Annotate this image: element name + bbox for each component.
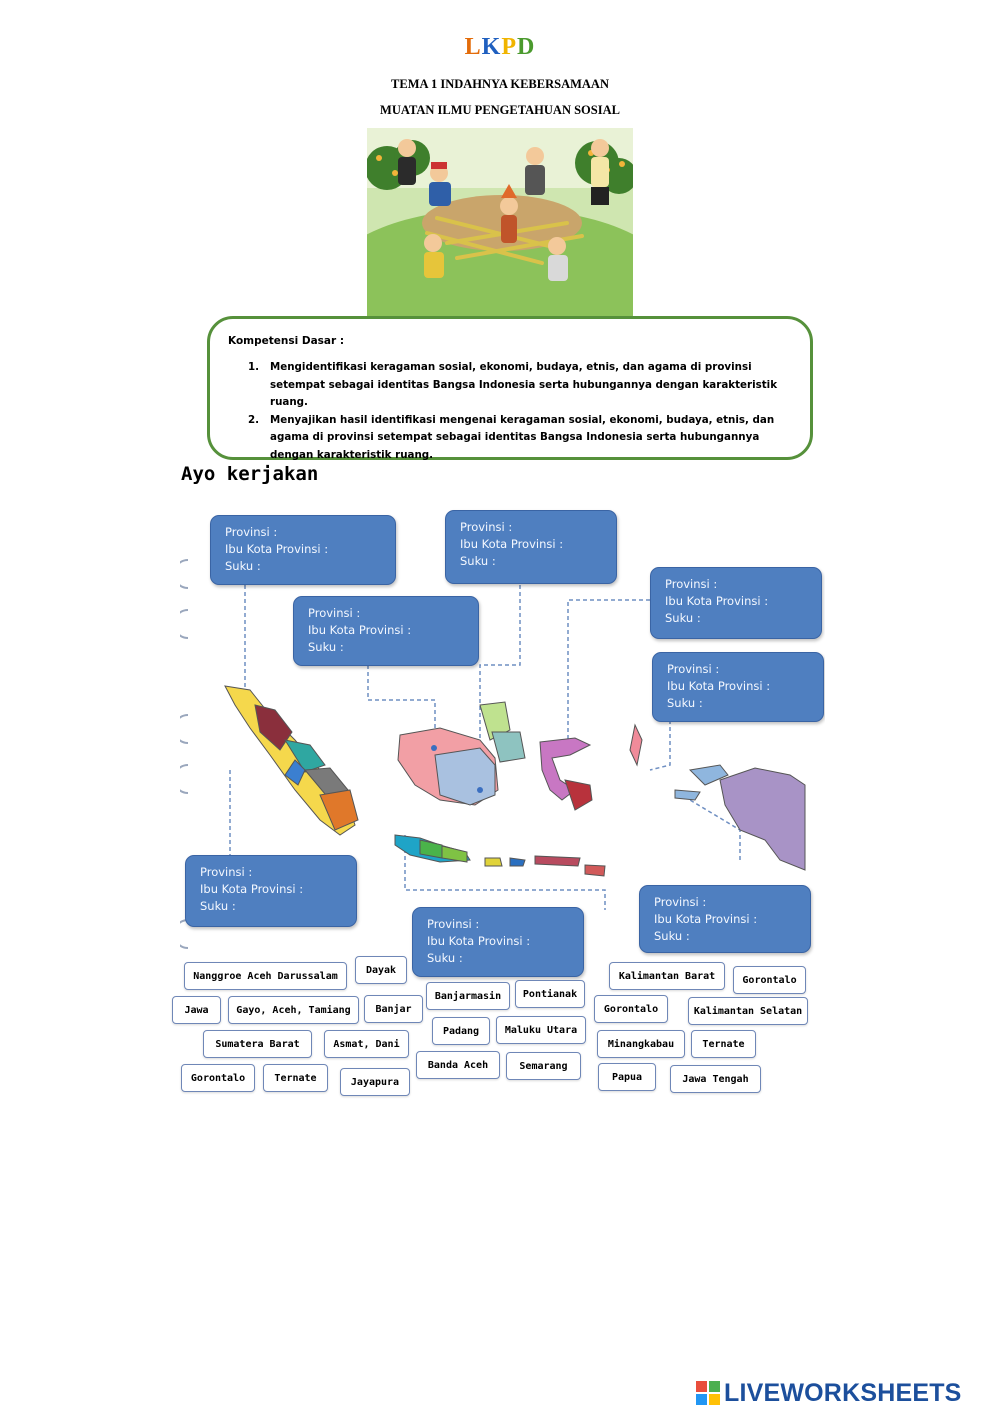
answer-chip[interactable]: Nanggroe Aceh Darussalam: [184, 962, 347, 990]
liveworksheets-logo: [696, 1379, 962, 1407]
competency-item-text: Menyajikan hasil identifikasi mengenai keragaman sosial, ekonomi, budaya, etnis, dan agama di provinsi setempat sebagai identitas Bangsa Indonesia serta hubungannya dengan karakteristik ruang.: [270, 413, 775, 461]
info-box-papua: [639, 885, 811, 953]
answer-chip[interactable]: Kalimantan Barat: [609, 962, 725, 990]
title-letter-l: L: [464, 34, 482, 60]
province-label: Provinsi :: [200, 865, 253, 879]
capital-label: Ibu Kota Provinsi :: [427, 934, 531, 948]
answer-chip[interactable]: Jawa Tengah: [670, 1065, 761, 1093]
children-playing-illustration: [367, 128, 633, 316]
province-label: Provinsi :: [654, 895, 707, 909]
answer-chip[interactable]: Papua: [598, 1063, 656, 1091]
info-box-maluku-utara: [652, 652, 824, 722]
subject-heading: MUATAN ILMU PENGETAHUAN SOSIAL: [380, 103, 620, 117]
title-letter-d: D: [517, 34, 536, 60]
answer-chip[interactable]: Gorontalo: [181, 1064, 255, 1092]
tribe-label: Suku :: [654, 929, 690, 943]
info-box-gorontalo: [650, 567, 822, 639]
tribe-label: Suku :: [460, 554, 496, 568]
info-box-kalimantan-selatan: [445, 510, 617, 584]
answer-chip[interactable]: Sumatera Barat: [203, 1030, 312, 1058]
answer-chip[interactable]: Dayak: [355, 956, 407, 984]
tribe-label: Suku :: [665, 611, 701, 625]
answer-chip[interactable]: Semarang: [506, 1052, 581, 1080]
answer-chip[interactable]: Banjar: [364, 995, 423, 1023]
province-label: Provinsi :: [225, 525, 278, 539]
competency-item: [248, 412, 804, 465]
competency-list: [248, 359, 804, 464]
tribe-label: Suku :: [427, 951, 463, 965]
competency-item-number: 1.: [248, 361, 260, 373]
competency-box: [207, 316, 813, 460]
info-box-sumatera-barat: [185, 855, 357, 927]
province-label: Provinsi :: [427, 917, 480, 931]
tribe-label: Suku :: [308, 640, 344, 654]
answer-chip[interactable]: Pontianak: [515, 980, 585, 1008]
capital-label: Ibu Kota Provinsi :: [654, 912, 758, 926]
competency-item: [248, 359, 804, 412]
province-label: Provinsi :: [665, 577, 718, 591]
tribe-label: Suku :: [200, 899, 236, 913]
tribe-label: Suku :: [225, 559, 261, 573]
answer-chip[interactable]: Banda Aceh: [416, 1051, 500, 1079]
answer-chip[interactable]: Gorontalo: [733, 966, 806, 994]
answer-chip[interactable]: Gorontalo: [594, 995, 668, 1023]
answer-chip[interactable]: Jawa: [172, 996, 221, 1024]
answer-chip[interactable]: Banjarmasin: [426, 982, 510, 1010]
indonesia-map-panel: [180, 500, 825, 983]
worksheet-title: [0, 34, 1000, 61]
competency-title: Kompetensi Dasar :: [228, 335, 345, 347]
competency-item-text: Mengidentifikasi keragaman sosial, ekonomi, budaya, etnis, dan agama di provinsi setempat sebagai identitas Bangsa Indonesia serta hubungannya dengan karakteristik ruang.: [270, 361, 778, 408]
capital-label: Ibu Kota Provinsi :: [200, 882, 304, 896]
answer-chip[interactable]: Kalimantan Selatan: [688, 997, 808, 1025]
capital-label: Ibu Kota Provinsi :: [665, 594, 769, 608]
theme-heading: TEMA 1 INDAHNYA KEBERSAMAAN: [391, 77, 609, 91]
info-box-jawa-tengah: [412, 907, 584, 977]
capital-label: Ibu Kota Provinsi :: [308, 623, 412, 637]
answer-chip[interactable]: Jayapura: [340, 1068, 410, 1096]
answer-chip[interactable]: Maluku Utara: [496, 1016, 586, 1044]
info-box-kalimantan-barat: [293, 596, 479, 666]
province-label: Provinsi :: [667, 662, 720, 676]
tribe-label: Suku :: [667, 696, 703, 710]
liveworksheets-brand-text: LIVEWORKSHEETS: [724, 1378, 962, 1407]
answer-chip[interactable]: Padang: [432, 1017, 490, 1045]
province-label: Provinsi :: [308, 606, 361, 620]
liveworksheets-grid-icon: [696, 1381, 720, 1405]
capital-label: Ibu Kota Provinsi :: [460, 537, 564, 551]
answer-chip[interactable]: Ternate: [263, 1064, 328, 1092]
instruction-heading: Ayo kerjakan: [181, 463, 319, 485]
answer-chip[interactable]: Gayo, Aceh, Tamiang: [228, 996, 359, 1024]
answer-chip[interactable]: Minangkabau: [597, 1030, 685, 1058]
title-letter-p: P: [501, 34, 517, 60]
answer-chip[interactable]: Asmat, Dani: [324, 1030, 409, 1058]
capital-label: Ibu Kota Provinsi :: [225, 542, 329, 556]
capital-label: Ibu Kota Provinsi :: [667, 679, 771, 693]
province-label: Provinsi :: [460, 520, 513, 534]
answer-chip[interactable]: Ternate: [691, 1030, 756, 1058]
title-letter-k: K: [481, 34, 502, 60]
info-box-aceh: [210, 515, 396, 585]
competency-item-number: 2.: [248, 413, 260, 426]
